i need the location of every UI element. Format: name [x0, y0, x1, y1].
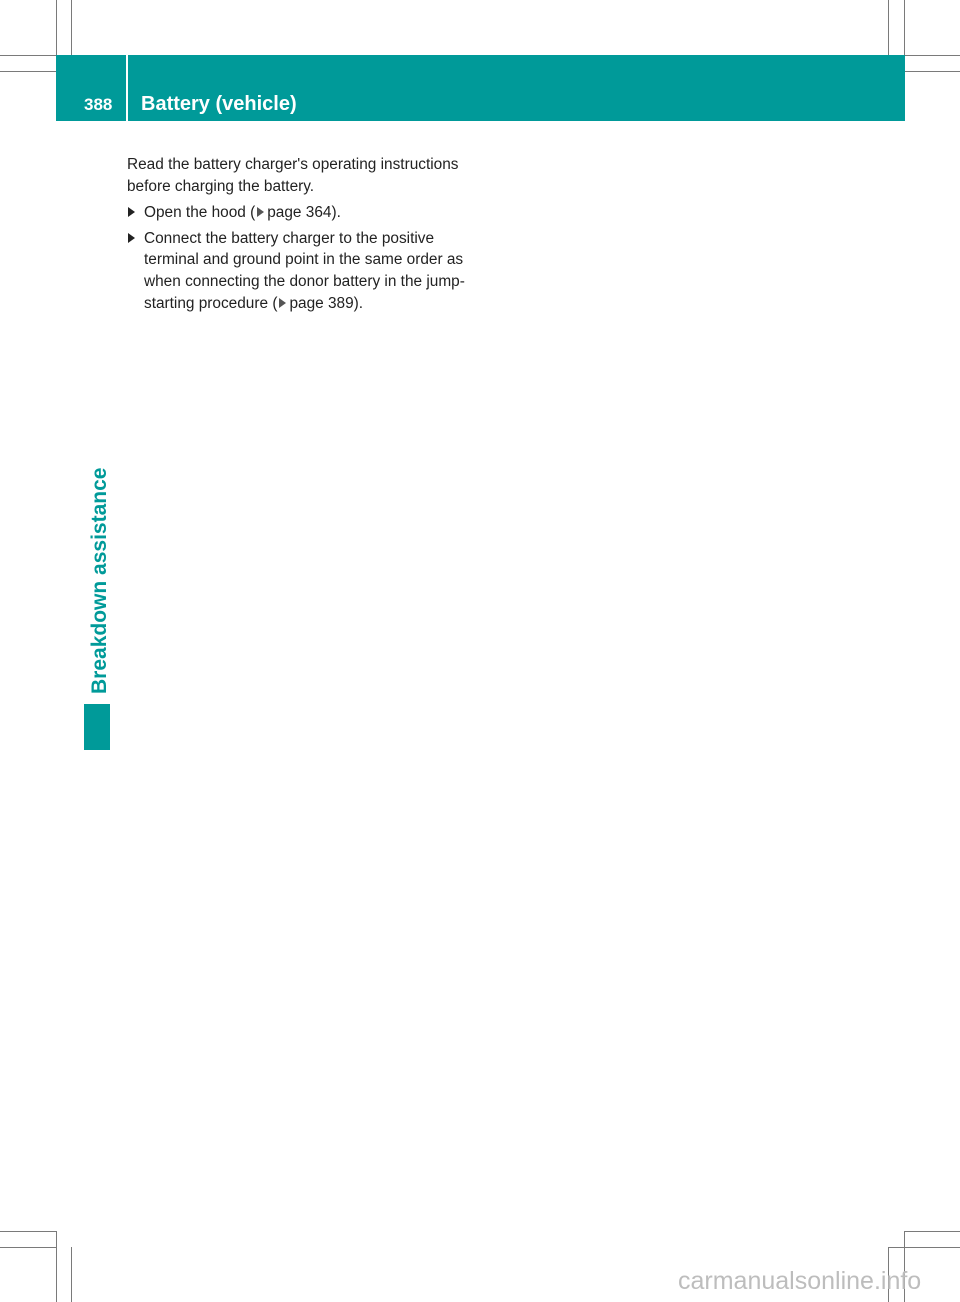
crop-mark	[888, 0, 889, 55]
step-text: Connect the battery charger to the positive terminal and ground point in the same order as when connecting the donor battery in the jump-starting procedure (	[144, 229, 465, 312]
crop-mark	[905, 55, 960, 56]
instruction-step	[127, 228, 472, 314]
side-tab	[88, 442, 112, 694]
crop-mark	[888, 1247, 960, 1248]
crop-mark	[0, 1247, 56, 1248]
crop-mark	[905, 71, 960, 72]
crop-mark	[905, 1231, 960, 1232]
crop-mark	[0, 55, 56, 56]
page-reference-link[interactable]: page 389	[289, 294, 354, 312]
section-title: Battery (vehicle)	[141, 93, 297, 115]
page-ref-arrow-icon	[257, 207, 264, 217]
step-text: Open the hood (	[144, 204, 256, 222]
side-tab-label: Breakdown assistance	[88, 467, 111, 694]
crop-mark	[71, 0, 72, 55]
main-content	[127, 154, 472, 318]
header-divider	[126, 55, 128, 121]
crop-mark	[56, 1231, 57, 1302]
crop-mark	[0, 1231, 56, 1232]
crop-mark	[904, 0, 905, 55]
step-text-end: ).	[353, 294, 364, 312]
page-number: 388	[84, 95, 113, 114]
page-ref-arrow-icon	[279, 298, 286, 308]
watermark: carmanualsonline.info	[678, 1267, 922, 1295]
crop-mark	[56, 0, 57, 55]
step-arrow-icon	[128, 207, 135, 217]
page-reference-link[interactable]: page 364	[267, 204, 332, 222]
side-tab-block	[84, 704, 110, 750]
step-text-end: ).	[331, 204, 341, 222]
intro-paragraph: Read the battery charger's operating instructions before charging the battery.	[127, 156, 459, 195]
crop-mark	[71, 1247, 72, 1302]
crop-mark	[0, 71, 56, 72]
instruction-step	[127, 202, 472, 224]
step-arrow-icon	[128, 233, 135, 243]
